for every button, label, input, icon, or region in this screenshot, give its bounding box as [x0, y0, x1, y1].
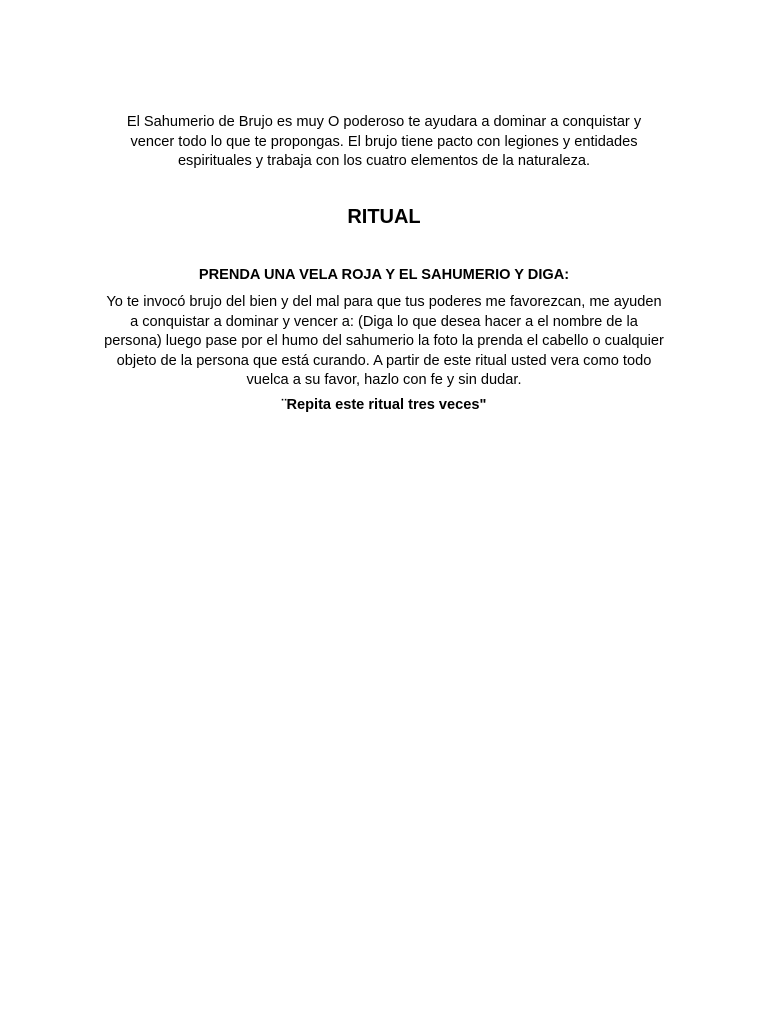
ritual-instruction-heading: PRENDA UNA VELA ROJA Y EL SAHUMERIO Y DIGA: — [198, 267, 570, 283]
page-title: RITUAL — [347, 206, 421, 228]
intro-paragraph: El Sahumerio de Brujo es muy O poderoso te ayudara a dominar a conquistar y vencer todo lo que te propongas. El brujo tiene pacto con legiones y entidades espirituales y trabaja con los cuatro elementos de la naturaleza. — [126, 114, 642, 169]
ritual-body-paragraph: Yo te invocó brujo del bien y del mal para que tus poderes me favorezcan, me ayuden a conquistar a dominar y vencer a: (Diga lo que desea hacer a el nombre de la persona) luego pase por el humo del sahumerio la foto la prenda el cabello o cualquier objeto de la persona que está curando. A partir de este ritual usted vera como todo vuelca a su favor, hazlo con fe y sin dudar. — [104, 294, 664, 388]
closing-instruction: ¨Repita este ritual tres veces" — [281, 397, 487, 413]
